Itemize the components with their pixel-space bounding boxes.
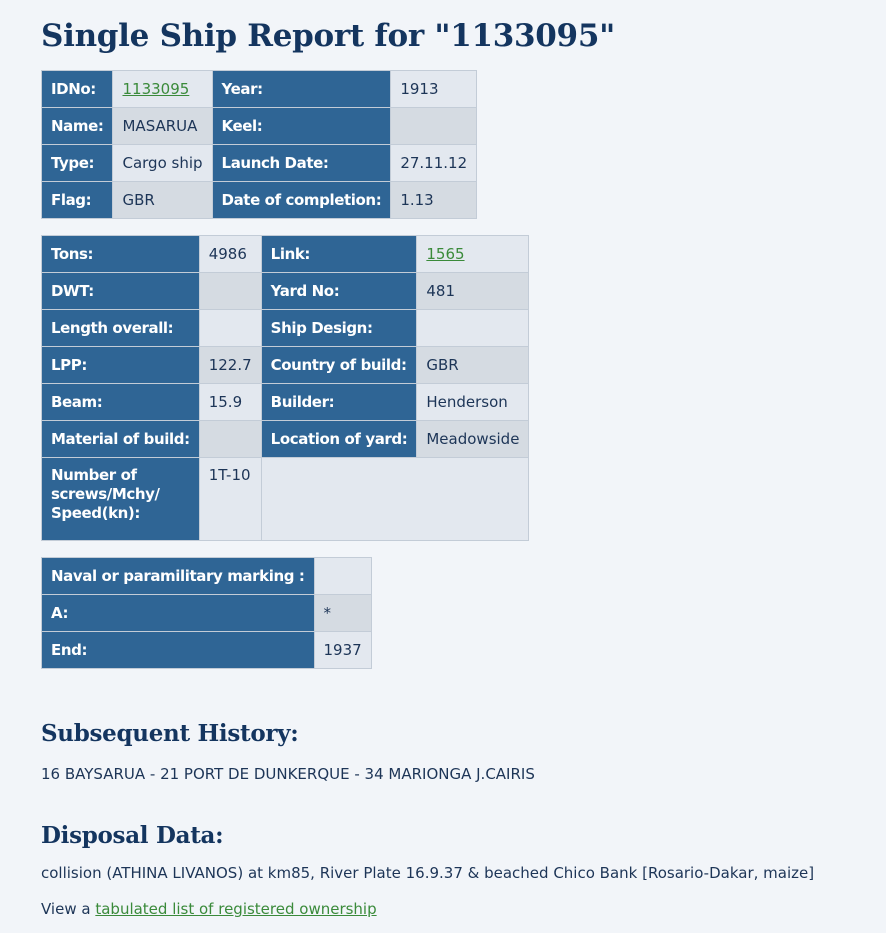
dwt-label: DWT: [42, 273, 200, 310]
completion-date-value: 1.13 [391, 182, 477, 219]
year-value: 1913 [391, 71, 477, 108]
ownership-list-link[interactable]: tabulated list of registered ownership [95, 900, 377, 918]
year-label: Year: [212, 71, 391, 108]
ship-report-page [41, 0, 871, 920]
subsequent-history-text: 16 BAYSARUA - 21 PORT DE DUNKERQUE - 34 MARIONGA J.CAIRIS [41, 765, 535, 783]
location-of-yard-value: Meadowside [417, 421, 529, 458]
page-title: Single Ship Report for "1133095" [41, 18, 615, 54]
beam-label: Beam: [42, 384, 200, 421]
country-of-build-label: Country of build: [261, 347, 417, 384]
location-of-yard-label: Location of yard: [261, 421, 417, 458]
idno-cell [113, 71, 212, 108]
subsequent-history-heading: Subsequent History: [41, 720, 299, 747]
screws-machinery-speed-value: 1T-10 [199, 458, 261, 541]
table-row [42, 273, 529, 310]
specs-table [41, 235, 529, 541]
name-label: Name: [42, 108, 113, 145]
tons-label: Tons: [42, 236, 200, 273]
basic-info-table [41, 70, 477, 219]
table-row [42, 421, 529, 458]
naval-marking-table [41, 557, 372, 669]
a-label: A: [42, 595, 315, 632]
idno-link[interactable]: 1133095 [122, 80, 190, 98]
link-label: Link: [261, 236, 417, 273]
ownership-prefix: View a [41, 900, 91, 918]
disposal-data-heading: Disposal Data: [41, 822, 224, 849]
type-label: Type: [42, 145, 113, 182]
ownership-line [41, 898, 871, 920]
lpp-value: 122.7 [199, 347, 261, 384]
table-row [42, 182, 477, 219]
table-row [42, 458, 529, 541]
table-row [42, 71, 477, 108]
link-cell [417, 236, 529, 273]
type-value: Cargo ship [113, 145, 212, 182]
builder-label: Builder: [261, 384, 417, 421]
length-overall-value [199, 310, 261, 347]
keel-value [391, 108, 477, 145]
ship-link[interactable]: 1565 [426, 245, 465, 263]
end-value: 1937 [314, 632, 371, 669]
table-row [42, 310, 529, 347]
flag-label: Flag: [42, 182, 113, 219]
table-row [42, 236, 529, 273]
ship-design-value [417, 310, 529, 347]
yard-no-value: 481 [417, 273, 529, 310]
a-value: * [314, 595, 371, 632]
beam-value: 15.9 [199, 384, 261, 421]
tons-value: 4986 [199, 236, 261, 273]
naval-marking-label: Naval or paramilitary marking : [42, 558, 315, 595]
country-of-build-value: GBR [417, 347, 529, 384]
launch-date-value: 27.11.12 [391, 145, 477, 182]
ship-design-label: Ship Design: [261, 310, 417, 347]
table-row [42, 384, 529, 421]
idno-label: IDNo: [42, 71, 113, 108]
yard-no-label: Yard No: [261, 273, 417, 310]
builder-value: Henderson [417, 384, 529, 421]
table-row [42, 145, 477, 182]
table-row [42, 632, 372, 669]
material-of-build-value [199, 421, 261, 458]
disposal-data-text: collision (ATHINA LIVANOS) at km85, River Plate 16.9.37 & beached Chico Bank [Rosario-Dakar, maize] [41, 864, 815, 882]
length-overall-label: Length overall: [42, 310, 200, 347]
table-row [42, 108, 477, 145]
table-row [42, 558, 372, 595]
naval-marking-value [314, 558, 371, 595]
dwt-value [199, 273, 261, 310]
material-of-build-label: Material of build: [42, 421, 200, 458]
table-row [42, 347, 529, 384]
screws-machinery-speed-label: Number of screws/Mchy/ Speed(kn): [42, 458, 200, 541]
empty-cell [261, 458, 529, 541]
name-value: MASARUA [113, 108, 212, 145]
table-row [42, 595, 372, 632]
launch-date-label: Launch Date: [212, 145, 391, 182]
flag-value: GBR [113, 182, 212, 219]
end-label: End: [42, 632, 315, 669]
completion-date-label: Date of completion: [212, 182, 391, 219]
lpp-label: LPP: [42, 347, 200, 384]
keel-label: Keel: [212, 108, 391, 145]
